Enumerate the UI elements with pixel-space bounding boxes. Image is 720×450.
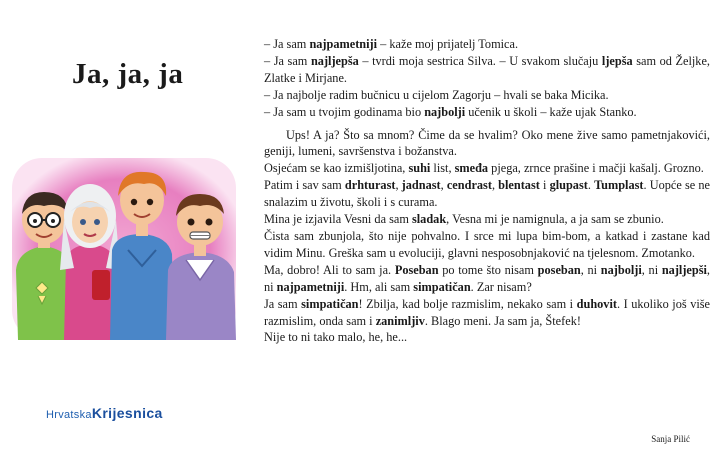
bold-word: ljepša (601, 53, 633, 68)
text-run: . I ukoliko još više razmislim, onda sam i (264, 296, 710, 328)
text-run: , ni (580, 262, 601, 277)
story-paragraph (264, 36, 710, 53)
text-run: Čista sam zbunjola, što nije pohvalno. I srce mi lupa bim-bom, a katkad i zastane kad vidim Minu. Greška sam u evoluciji, glavni nesposobnjaković na tjelesnom. Zmotanko. (264, 228, 710, 260)
story-paragraph (264, 228, 710, 262)
bold-word: sladak (411, 212, 447, 227)
text-run: po tome što nisam (438, 262, 538, 277)
bold-word: najpametniji (309, 37, 378, 51)
text-run: – Ja sam (264, 53, 311, 68)
story-paragraph (264, 329, 710, 346)
bold-word: smeđa (454, 161, 489, 176)
text-run: – Ja sam (264, 37, 310, 51)
bold-word: simpatičan (413, 279, 471, 294)
story-paragraph (264, 211, 710, 228)
text-run: – Ja najbolje radim bučnicu u cijelom Zagorju – hvali se baka Micika. (264, 87, 609, 102)
text-run: Mina je izjavila Vesni da sam (264, 212, 412, 227)
text-run: Nije to ni tako malo, he, he... (264, 330, 408, 345)
text-run: Osjećam se kao izmišljotina, (264, 161, 409, 176)
publisher-logo (46, 405, 163, 423)
text-run: Ma, dobro! Ali to sam ja. (264, 262, 395, 277)
bold-word: najbolji (600, 262, 642, 277)
bold-word: najljepši (661, 262, 707, 277)
story-paragraph (264, 127, 710, 161)
text-run: pjega, zrnce prašine i mačji kašalj. Grozno. (488, 161, 704, 176)
bold-word: zanimljiv (375, 313, 425, 328)
text-run: , Vesna mi je namignula, a ja sam se zbunio. (446, 212, 664, 227)
page-title: Ja, ja, ja (72, 58, 184, 90)
text-run: , (395, 178, 402, 193)
logo-part-1: Hrvatska (46, 409, 92, 421)
text-run: list, (430, 161, 455, 176)
text-run: . Uopće se ne snalazim u životu, školi i s curama. (264, 178, 710, 210)
bold-word: Tumplast (594, 178, 644, 193)
story-text (264, 36, 710, 346)
story-paragraph (264, 160, 710, 177)
text-run: učenik u školi – kaže ujak Stanko. (465, 104, 637, 119)
text-run: . (587, 178, 595, 193)
text-run: . Hm, ali sam (344, 279, 414, 294)
text-run: sam od Željke, Zlatke i Mirjane. (264, 53, 710, 85)
story-paragraph (264, 87, 710, 104)
bold-word: najpametniji (276, 279, 345, 294)
text-run: . Blago meni. Ja sam ja, Štefek! (424, 313, 581, 328)
text-run: Ja sam (264, 296, 302, 311)
text-run: – Ja sam u tvojim godinama bio (264, 104, 425, 119)
story-paragraph (264, 53, 710, 87)
bold-word: glupast (549, 178, 588, 193)
bold-word: duhovit (576, 296, 617, 311)
text-run: , (440, 178, 447, 193)
bold-word: drhturast (344, 178, 396, 193)
text-run: , (491, 178, 499, 193)
story-paragraph (264, 177, 710, 211)
bold-word: blentast (498, 178, 540, 193)
text-run: . Zar nisam? (470, 279, 532, 294)
story-paragraph (264, 296, 710, 330)
children-illustration (8, 150, 240, 345)
author-name: Sanja Pilić (651, 434, 690, 444)
text-run: , ni (264, 262, 710, 294)
story-paragraph (264, 262, 710, 296)
story-paragraph (264, 104, 710, 121)
bold-word: simpatičan (301, 296, 359, 311)
bold-word: najljepša (310, 53, 359, 68)
bold-word: najbolji (424, 104, 466, 119)
bold-word: poseban (537, 262, 581, 277)
logo-part-2: Krijesnica (91, 405, 163, 421)
text-run: , ni (641, 262, 662, 277)
bold-word: suhi (408, 161, 431, 176)
bold-word: cendrast (446, 178, 492, 193)
text-run: ! Zbilja, kad bolje razmislim, nekako sam i (358, 296, 577, 311)
text-run: Patim i sav sam (264, 178, 345, 193)
text-run: – kaže moj prijatelj Tomica. (377, 37, 519, 51)
text-run: – tvrdi moja sestrica Silva. – U svakom slučaju (358, 53, 602, 68)
bold-word: jadnast (401, 178, 441, 193)
bold-word: Poseban (394, 262, 439, 277)
text-run: Ups! A ja? Što sa mnom? Čime da se hvalim? Oko mene žive samo pametnjakovići, geniji, lumeni, savršenstva i božanstva. (264, 127, 710, 159)
text-run: i (539, 178, 550, 193)
